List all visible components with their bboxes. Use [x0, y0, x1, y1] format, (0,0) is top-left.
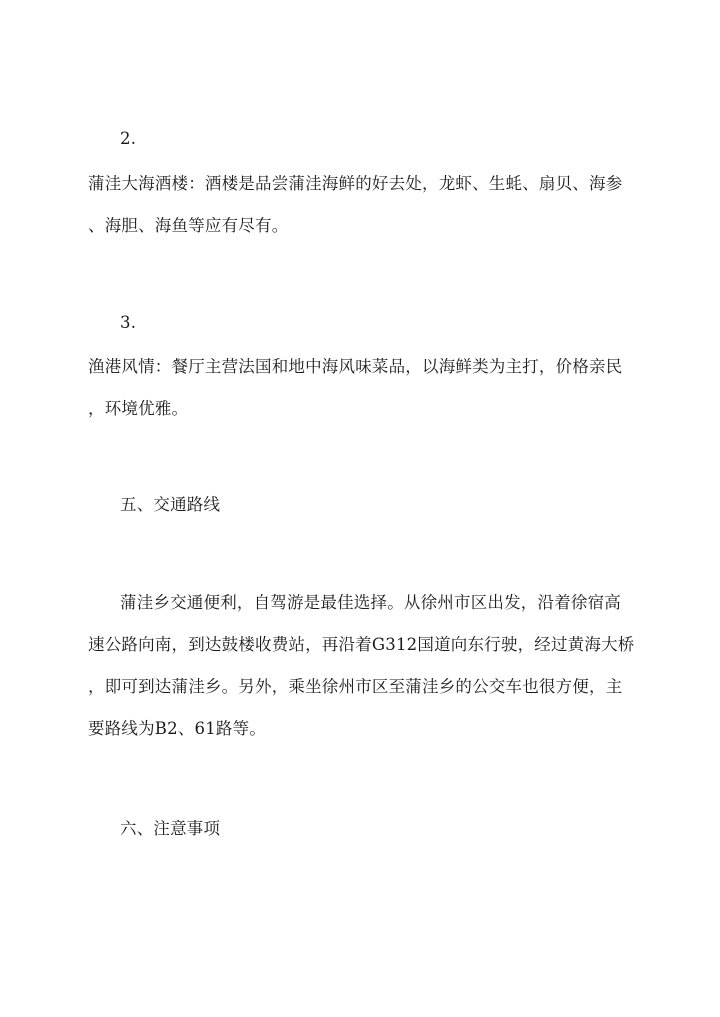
transport-paragraph-line: ，即可到达蒲洼乡。另外，乘坐徐州市区至蒲洼乡的公交车也很方便，主 [88, 677, 623, 696]
section-heading: 五、交通路线 [120, 495, 221, 514]
transport-paragraph-line: 要路线为B2、61路等。 [88, 719, 267, 738]
restaurant-paragraph-line: 蒲洼大海酒楼：酒楼是品尝蒲洼海鲜的好去处，龙虾、生蚝、扇贝、海参 [88, 174, 623, 193]
list-number: 3. [120, 313, 137, 332]
restaurant-paragraph-line: 渔港风情：餐厅主营法国和地中海风味菜品，以海鲜类为主打，价格亲民 [88, 357, 623, 376]
restaurant-paragraph-line: 、海胆、海鱼等应有尽有。 [88, 216, 289, 235]
restaurant-paragraph-line: ，环境优雅。 [88, 399, 189, 418]
transport-paragraph-line: 蒲洼乡交通便利，自驾游是最佳选择。从徐州市区出发，沿着徐宿高 [120, 593, 621, 612]
transport-paragraph-line: 速公路向南，到达鼓楼收费站，再沿着G312国道向东行驶，经过黄海大桥 [88, 635, 635, 654]
list-number: 2. [120, 129, 137, 148]
section-heading: 六、注意事项 [120, 819, 221, 838]
